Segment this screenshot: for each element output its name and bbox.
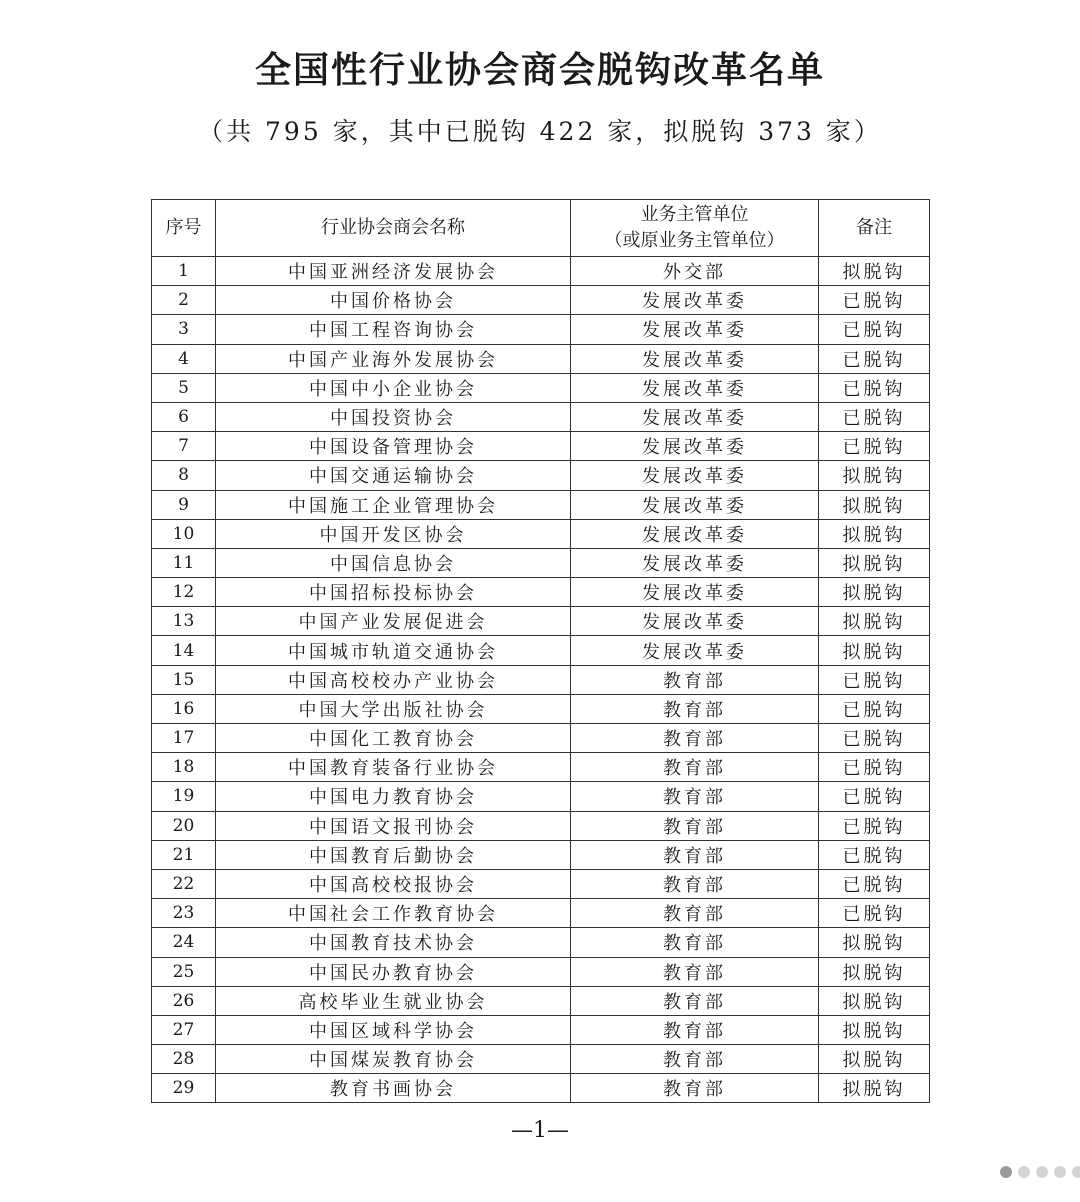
row-note: 拟脱钩 bbox=[819, 607, 930, 636]
row-index: 19 bbox=[152, 782, 216, 811]
row-index: 12 bbox=[152, 578, 216, 607]
row-index: 21 bbox=[152, 840, 216, 869]
row-name: 中国大学出版社协会 bbox=[216, 694, 571, 723]
row-department: 教育部 bbox=[571, 1015, 819, 1044]
row-note: 拟脱钩 bbox=[819, 986, 930, 1015]
row-note: 拟脱钩 bbox=[819, 957, 930, 986]
row-name: 中国化工教育协会 bbox=[216, 724, 571, 753]
row-department: 教育部 bbox=[571, 840, 819, 869]
row-index: 29 bbox=[152, 1074, 216, 1103]
row-index: 14 bbox=[152, 636, 216, 665]
row-department: 发展改革委 bbox=[571, 578, 819, 607]
row-note: 已脱钩 bbox=[819, 694, 930, 723]
header-index: 序号 bbox=[152, 200, 216, 257]
row-department: 教育部 bbox=[571, 724, 819, 753]
row-note: 已脱钩 bbox=[819, 665, 930, 694]
row-department: 教育部 bbox=[571, 1074, 819, 1103]
row-name: 中国价格协会 bbox=[216, 286, 571, 315]
row-department: 教育部 bbox=[571, 986, 819, 1015]
row-department: 教育部 bbox=[571, 753, 819, 782]
row-department: 教育部 bbox=[571, 811, 819, 840]
table-body bbox=[152, 257, 930, 1103]
row-department: 教育部 bbox=[571, 928, 819, 957]
row-department: 发展改革委 bbox=[571, 286, 819, 315]
row-department: 发展改革委 bbox=[571, 607, 819, 636]
row-note: 已脱钩 bbox=[819, 811, 930, 840]
table-row bbox=[152, 1045, 930, 1074]
row-name: 中国工程咨询协会 bbox=[216, 315, 571, 344]
row-department: 发展改革委 bbox=[571, 402, 819, 431]
row-department: 发展改革委 bbox=[571, 432, 819, 461]
row-note: 已脱钩 bbox=[819, 432, 930, 461]
row-department: 发展改革委 bbox=[571, 315, 819, 344]
row-index: 17 bbox=[152, 724, 216, 753]
pager-dot[interactable] bbox=[1018, 1166, 1030, 1178]
header-department-line1: 业务主管单位 bbox=[640, 204, 749, 225]
table-row bbox=[152, 461, 930, 490]
row-index: 5 bbox=[152, 373, 216, 402]
row-note: 已脱钩 bbox=[819, 402, 930, 431]
row-name: 中国亚洲经济发展协会 bbox=[216, 257, 571, 286]
row-index: 6 bbox=[152, 402, 216, 431]
table-row bbox=[152, 811, 930, 840]
header-department-line2: （或原业务主管单位） bbox=[604, 230, 785, 251]
table-row bbox=[152, 373, 930, 402]
row-index: 26 bbox=[152, 986, 216, 1015]
row-index: 10 bbox=[152, 519, 216, 548]
row-name: 中国教育后勤协会 bbox=[216, 840, 571, 869]
table-row bbox=[152, 724, 930, 753]
row-department: 发展改革委 bbox=[571, 636, 819, 665]
table-row bbox=[152, 899, 930, 928]
row-index: 25 bbox=[152, 957, 216, 986]
row-note: 已脱钩 bbox=[819, 286, 930, 315]
row-name: 中国区域科学协会 bbox=[216, 1015, 571, 1044]
table-row bbox=[152, 257, 930, 286]
row-name: 中国交通运输协会 bbox=[216, 461, 571, 490]
row-department: 教育部 bbox=[571, 665, 819, 694]
row-department: 发展改革委 bbox=[571, 373, 819, 402]
row-index: 28 bbox=[152, 1045, 216, 1074]
association-table bbox=[151, 199, 930, 1103]
row-name: 中国中小企业协会 bbox=[216, 373, 571, 402]
row-note: 拟脱钩 bbox=[819, 548, 930, 577]
row-name: 高校毕业生就业协会 bbox=[216, 986, 571, 1015]
row-index: 16 bbox=[152, 694, 216, 723]
table-row bbox=[152, 1015, 930, 1044]
table-row bbox=[152, 636, 930, 665]
row-name: 中国设备管理协会 bbox=[216, 432, 571, 461]
row-index: 2 bbox=[152, 286, 216, 315]
pager-dot[interactable] bbox=[1054, 1166, 1066, 1178]
document-title: 全国性行业协会商会脱钩改革名单 bbox=[254, 49, 825, 91]
row-name: 中国社会工作教育协会 bbox=[216, 899, 571, 928]
table-row bbox=[152, 753, 930, 782]
row-department: 发展改革委 bbox=[571, 519, 819, 548]
table-row bbox=[152, 665, 930, 694]
header-note: 备注 bbox=[819, 200, 930, 257]
row-department: 教育部 bbox=[571, 1045, 819, 1074]
table-row bbox=[152, 1074, 930, 1103]
row-index: 24 bbox=[152, 928, 216, 957]
row-index: 4 bbox=[152, 344, 216, 373]
table-row bbox=[152, 548, 930, 577]
pager-dot[interactable] bbox=[1036, 1166, 1048, 1178]
row-note: 拟脱钩 bbox=[819, 578, 930, 607]
row-note: 已脱钩 bbox=[819, 315, 930, 344]
pager-dot[interactable] bbox=[1000, 1166, 1012, 1178]
row-note: 拟脱钩 bbox=[819, 461, 930, 490]
table-row bbox=[152, 957, 930, 986]
row-index: 23 bbox=[152, 899, 216, 928]
row-index: 8 bbox=[152, 461, 216, 490]
row-department: 教育部 bbox=[571, 694, 819, 723]
header-department bbox=[571, 200, 819, 257]
row-index: 7 bbox=[152, 432, 216, 461]
row-index: 22 bbox=[152, 869, 216, 898]
row-note: 已脱钩 bbox=[819, 344, 930, 373]
row-note: 拟脱钩 bbox=[819, 1045, 930, 1074]
row-department: 教育部 bbox=[571, 899, 819, 928]
table-row bbox=[152, 519, 930, 548]
row-department: 外交部 bbox=[571, 257, 819, 286]
row-index: 3 bbox=[152, 315, 216, 344]
row-department: 发展改革委 bbox=[571, 461, 819, 490]
table-row bbox=[152, 928, 930, 957]
row-note: 拟脱钩 bbox=[819, 1074, 930, 1103]
image-pager bbox=[1000, 1166, 1080, 1178]
row-name: 中国语文报刊协会 bbox=[216, 811, 571, 840]
row-note: 拟脱钩 bbox=[819, 636, 930, 665]
table-row bbox=[152, 344, 930, 373]
table-row bbox=[152, 315, 930, 344]
row-name: 中国教育装备行业协会 bbox=[216, 753, 571, 782]
document-subtitle: （共 795 家，其中已脱钩 422 家，拟脱钩 373 家） bbox=[198, 117, 882, 146]
row-note: 已脱钩 bbox=[819, 782, 930, 811]
row-note: 拟脱钩 bbox=[819, 519, 930, 548]
row-name: 中国高校校办产业协会 bbox=[216, 665, 571, 694]
row-department: 发展改革委 bbox=[571, 548, 819, 577]
row-department: 教育部 bbox=[571, 782, 819, 811]
row-name: 中国开发区协会 bbox=[216, 519, 571, 548]
row-name: 中国电力教育协会 bbox=[216, 782, 571, 811]
table-header-row bbox=[152, 200, 930, 257]
row-name: 中国教育技术协会 bbox=[216, 928, 571, 957]
table-row bbox=[152, 578, 930, 607]
row-note: 已脱钩 bbox=[819, 753, 930, 782]
table-row bbox=[152, 490, 930, 519]
table-row bbox=[152, 694, 930, 723]
row-name: 中国城市轨道交通协会 bbox=[216, 636, 571, 665]
row-name: 中国民办教育协会 bbox=[216, 957, 571, 986]
row-index: 15 bbox=[152, 665, 216, 694]
row-name: 中国产业发展促进会 bbox=[216, 607, 571, 636]
page-number: —1— bbox=[511, 1118, 569, 1143]
row-note: 已脱钩 bbox=[819, 373, 930, 402]
row-index: 18 bbox=[152, 753, 216, 782]
row-name: 中国招标投标协会 bbox=[216, 578, 571, 607]
row-note: 拟脱钩 bbox=[819, 490, 930, 519]
row-note: 已脱钩 bbox=[819, 840, 930, 869]
row-note: 已脱钩 bbox=[819, 724, 930, 753]
row-note: 已脱钩 bbox=[819, 869, 930, 898]
table-row bbox=[152, 782, 930, 811]
table-row bbox=[152, 402, 930, 431]
row-index: 13 bbox=[152, 607, 216, 636]
header-name: 行业协会商会名称 bbox=[216, 200, 571, 257]
row-name: 教育书画协会 bbox=[216, 1074, 571, 1103]
row-name: 中国煤炭教育协会 bbox=[216, 1045, 571, 1074]
pager-dot[interactable] bbox=[1072, 1166, 1080, 1178]
row-index: 9 bbox=[152, 490, 216, 519]
row-department: 发展改革委 bbox=[571, 490, 819, 519]
row-department: 教育部 bbox=[571, 957, 819, 986]
table-row bbox=[152, 286, 930, 315]
row-note: 拟脱钩 bbox=[819, 257, 930, 286]
row-name: 中国投资协会 bbox=[216, 402, 571, 431]
row-department: 教育部 bbox=[571, 869, 819, 898]
row-note: 拟脱钩 bbox=[819, 1015, 930, 1044]
row-index: 27 bbox=[152, 1015, 216, 1044]
row-department: 发展改革委 bbox=[571, 344, 819, 373]
row-index: 20 bbox=[152, 811, 216, 840]
table-row bbox=[152, 986, 930, 1015]
row-index: 11 bbox=[152, 548, 216, 577]
row-name: 中国高校校报协会 bbox=[216, 869, 571, 898]
table-row bbox=[152, 432, 930, 461]
row-name: 中国产业海外发展协会 bbox=[216, 344, 571, 373]
row-index: 1 bbox=[152, 257, 216, 286]
row-name: 中国信息协会 bbox=[216, 548, 571, 577]
table-row bbox=[152, 607, 930, 636]
row-note: 拟脱钩 bbox=[819, 928, 930, 957]
row-note: 已脱钩 bbox=[819, 899, 930, 928]
table-row bbox=[152, 869, 930, 898]
table-row bbox=[152, 840, 930, 869]
row-name: 中国施工企业管理协会 bbox=[216, 490, 571, 519]
